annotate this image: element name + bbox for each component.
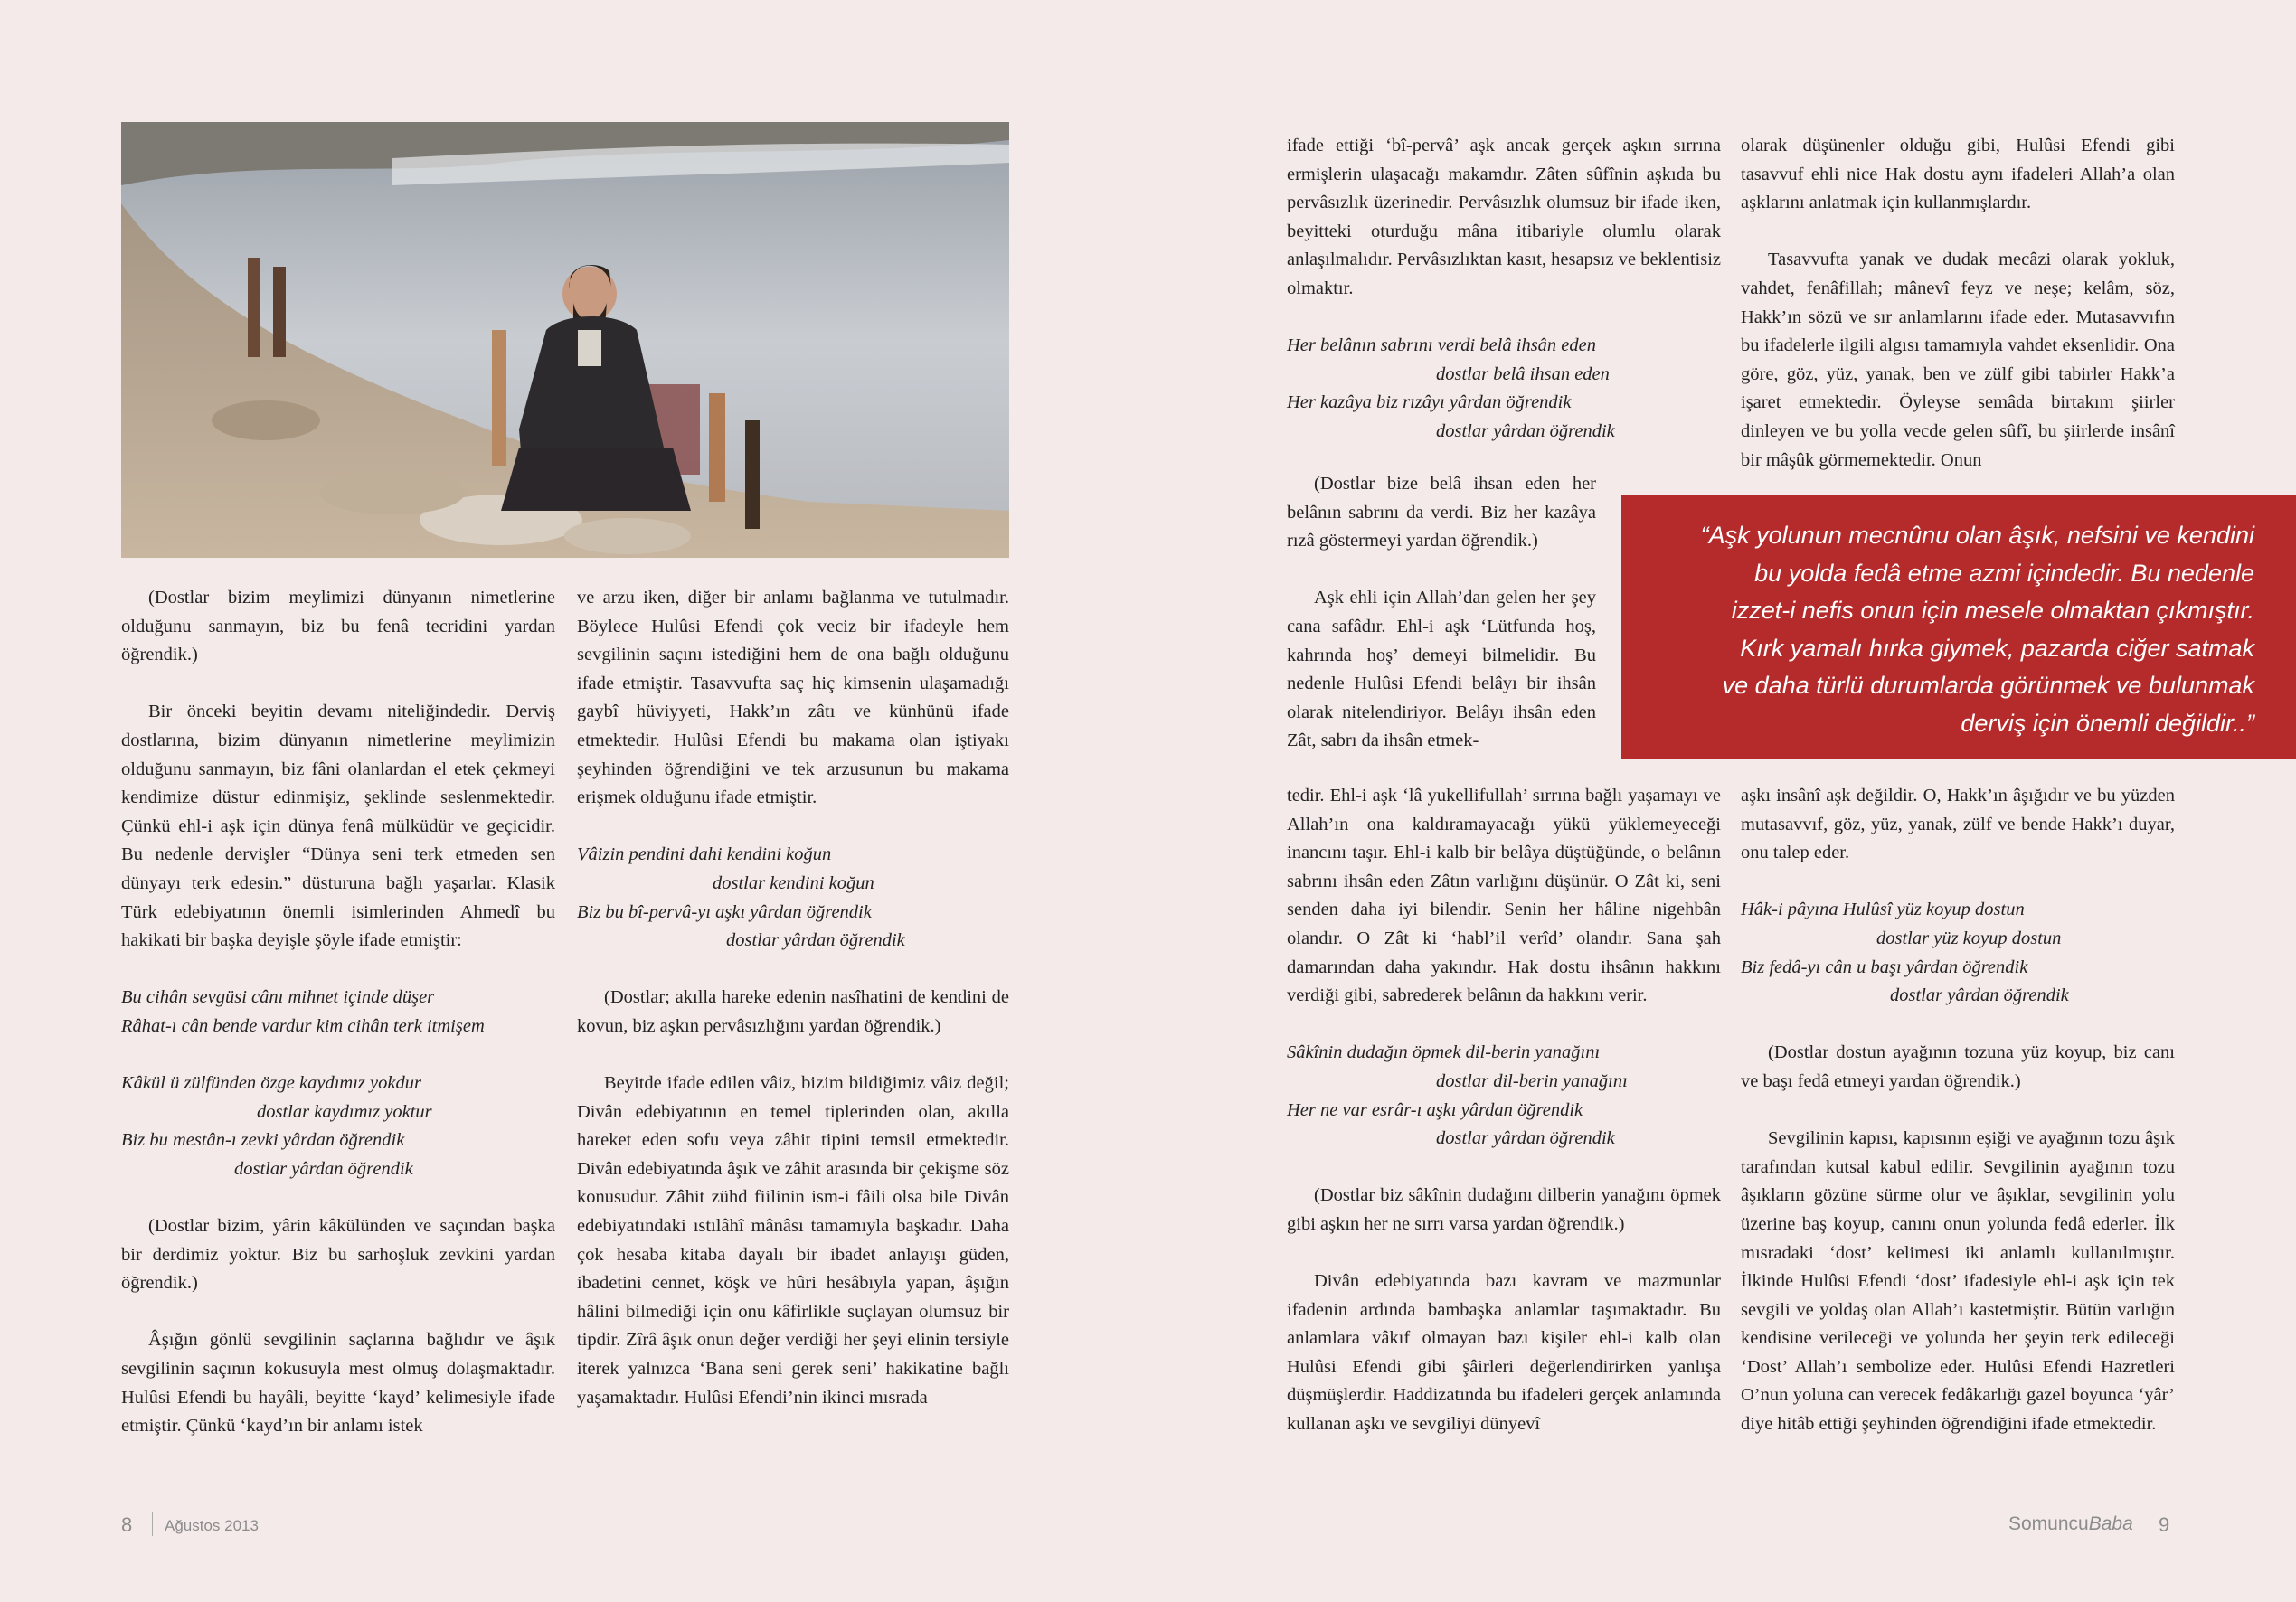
paragraph: tedir. Ehl-i aşk ‘lâ yukellifullah’ sırrına bağlı yaşamayı ve Allah’ın ona kaldıramayacağı yükü yüklemeyeceği inancını taşır. Ehl-i kalb bir belâya düştüğünde, o belânın sabrını ihsân eden Zâtın varlığını düşünür. O Zât ki, seni senden daha iyi bilendir. Senin her hâline nigehbân olandır. O Zât ki ‘habl’il verîd’ olandır. Sana şah damarından daha yakındır. Hak dostu ihsânın hakkını verdiği gibi, sabrederek belânın da hakkını verir. — [1287, 786, 1721, 1006]
pull-quote-line: “Aşk yolunun mecnûnu olan âşık, nefsini ve kendini — [1700, 522, 2254, 549]
column-3-bottom — [1287, 782, 1721, 1439]
verse-line: Her belânın sabrını verdi belâ ihsân eden — [1287, 335, 1596, 356]
verse-block — [121, 1070, 555, 1183]
paragraph: (Dostlar bizim, yârin kâkülünden ve saçından başka bir derdimiz yoktur. Biz bu sarhoşluk zevkini yardan öğrendik.) — [121, 1216, 555, 1294]
verse-line: dostlar yârdan öğrendik — [234, 1158, 413, 1179]
verse-line: Sâkînin dudağın öpmek dil-berin yanağını — [1287, 1042, 1601, 1063]
verse-block — [121, 984, 555, 1041]
paragraph: Âşığın gönlü sevgilinin saçlarına bağlıdır ve âşık sevgilinin saçının kokusuyla mest olmuş dolaşmaktadır. Hulûsi Efendi bu hayâli, beyitte ‘kayd’ kelimesiyle ifade etmiştir. Çünkü ‘kayd’ın bir anlamı istek — [121, 1330, 555, 1437]
pull-quote-line: Kırk yamalı hırka giymek, pazarda ciğer satmak — [1740, 634, 2254, 662]
verse-line: dostlar yârdan öğrendik — [1890, 985, 2069, 1006]
paragraph: olarak düşünenler olduğu gibi, Hulûsi Efendi gibi tasavvuf ehli nice Hak dostu aynı ifadeleri Allah’a olan aşklarını anlatmak için kullanmışlardır. — [1741, 136, 2175, 213]
verse-line: Vâizin pendini dahi kendini koğun — [577, 844, 832, 865]
pull-quote-line: izzet-i nefis onun için mesele olmaktan çıkmıştır. — [1731, 597, 2254, 624]
column-4-top — [1741, 132, 2175, 475]
paragraph: (Dostlar dostun ayağının tozuna yüz koyup, biz canı ve başı fedâ etmeyi yardan öğrendik.) — [1741, 1042, 2175, 1091]
paragraph: Bir önceki beyitin devamı niteliğindedir. Derviş dostlarına, bizim dünyanın nimetlerine meylimizin olduğunu sanmayın, biz fâni olanlardan el etek çekmeyi kendimize düstur edinmişiz, şeklinde seslenmektedir. Çünkü ehl-i aşk için dünya fenâ mülküdür ve geçicidir. Bu nedenle dervişler “Dünya seni terk etmeden sen dünyayı terk edesin.” düsturuna bağlı yaşarlar. Klasik Türk edebiyatının önemli isimlerinden Ahmedî bu hakikati bir başka deyişle şöyle ifade etmiştir: — [121, 702, 555, 951]
paragraph: Sevgilinin kapısı, kapısının eşiği ve ayağının tozu âşık tarafından kutsal kabul edilir. Sevgilinin ayağının tozu âşıkların gözüne sürme olur ve âşıklar, sevgilinin yolu üzerine baş koyup, canını onun yolunda fedâ ederler. İlk mısradaki ‘dost’ kelimesi iki anlamlı kullanılmıştır. İlkinde Hulûsi Efendi ‘dost’ ifadesiyle ehl-i aşk için tek sevgili ve yoldaş olan Allah’ı kastetmiştir. Bütün varlığın kendisine verileceği ve yolunda her şeyin terk edileceği ‘Dost’ Allah’ı sembolize eder. Hulûsi Efendi Hazretleri O’nun yoluna can verecek fedâkarlığı gazel boyunca ‘yâr’ diye hitâb ettiği şeyhinden öğrendiğini ifade etmektedir. — [1741, 1128, 2175, 1435]
verse-line: dostlar kendini koğun — [713, 872, 874, 893]
logo-word: Somuncu — [2008, 1513, 2089, 1534]
verse-line: Her kazâya biz rızâyı yârdan öğrendik — [1287, 392, 1572, 413]
verse-line: Râhat-ı cân bende vardur kim cihân terk itmişem — [121, 1015, 485, 1036]
issue-date: Ağustos 2013 — [165, 1517, 259, 1534]
paragraph: ifade ettiği ‘bî-pervâ’ aşk ancak gerçek aşkın sırrına ermişlerin ulaşacağı makamdır. Zâten sûfînin aşkıda bu pervâsızlık üzerinedir. Pervâsızlık olumsuz bir ifade iken, beyitteki oturduğu mâna itibariyle olumlu olarak anlaşılmalıdır. Pervâsızlıktan kasıt, hesapsız ve beklentisiz olmaktır. — [1287, 136, 1721, 298]
verse-line: Her ne var esrâr-ı aşkı yârdan öğrendik — [1287, 1099, 1583, 1120]
column-3-top — [1287, 132, 1721, 447]
footer-divider — [152, 1512, 153, 1536]
paragraph: Tasavvufta yanak ve dudak mecâzi olarak yokluk, vahdet, fenâfillah; mânevî feyz ve neşe; kelâm, söz, Hakk’ın sözü ve sır anlamlarını ifade eder. Mutasavvıfın bu ifadelerle ilgili algısı tamamıyla vahdet eksenlidir. Ona göre, göz, yüz, yanak, ben ve zülf gibi tabirler Hakk’a işaret etmektedir. Öyleyse semâda birtakım şiirler dinleyen ve bu yolla vecde gelen sûfî, bu şiirlerde insânî bir mâşûk görmemektedir. Onun — [1741, 250, 2175, 470]
paragraph: (Dostlar; akılla hareke edenin nasîhatini de kendini de kovun, biz aşkın pervâsızlığını yardan öğrendik.) — [577, 987, 1009, 1036]
verse-line: dostlar yüz koyup dostun — [1876, 928, 2062, 948]
verse-line: dostlar yârdan öğrendik — [1436, 420, 1615, 441]
verse-line: dostlar yârdan öğrendik — [726, 930, 905, 951]
verse-block — [1287, 332, 1721, 446]
pull-quote-line: bu yolda fedâ etme azmi içindedir. Bu nedenle — [1754, 559, 2254, 587]
page-number-right: 9 — [2159, 1513, 2170, 1536]
paragraph: aşkı insânî aşk değildir. O, Hakk’ın âşığıdır ve bu yüzden mutasavvıf, göz, yüz, yanak, zülf ve bende Hakk’ı duyar, onu talep eder. — [1741, 786, 2175, 863]
verse-line: dostlar dil-berin yanağını — [1436, 1070, 1628, 1091]
verse-block — [1287, 1039, 1721, 1153]
photo-man-by-river — [121, 122, 1009, 558]
verse-line: Biz bu bî-pervâ-yı aşkı yârdan öğrendik — [577, 901, 872, 922]
column-2 — [577, 584, 1009, 1412]
verse-line: Hâk-i pâyına Hulûsî yüz koyup dostun — [1741, 900, 2025, 920]
paragraph: (Dostlar bizim meylimizi dünyanın nimetlerine olduğunu sanmayın, biz bu fenâ tecridini yardan öğrendik.) — [121, 588, 555, 665]
paragraph: (Dostlar bize belâ ihsan eden her belânın sabrını da verdi. Biz her kazâya rızâ göstermeyi yardan öğrendik.) — [1287, 474, 1596, 551]
verse-line: dostlar kaydımız yoktur — [257, 1101, 432, 1122]
column-3-narrow — [1287, 470, 1596, 756]
verse-line: Biz bu mestân-ı zevki yârdan öğrendik — [121, 1130, 405, 1151]
verse-block — [1741, 896, 2175, 1010]
pull-quote — [1621, 495, 2296, 759]
verse-line: Kâkül ü zülfünden özge kaydımız yokdur — [121, 1073, 421, 1094]
verse-line: dostlar belâ ihsan eden — [1436, 363, 1610, 384]
paragraph: Beyitde ifade edilen vâiz, bizim bildiğimiz vâiz değil; Divân edebiyatının en temel tiplerinden olan, akılla hareket eden sofu veya zâhit tipini temsil etmektedir. Divân edebiyatında âşık ve zâhit arasında bir çekişme söz konusudur. Zâhit zühd fiilinin ism-i fâili olsa bile Divân edebiyatındaki ıstılâhî mânâsı tamamıyla başkadır. Daha çok hesaba kitaba dayalı bir ibadet anlayışı güden, ibadetini cennet, köşk ve hûri hesâbıyla yapan, âşığın hâlini bilmediği için onu kâfirlikle suçlayan olumsuz bir tipdir. Zîrâ âşık onun değer verdiği her şeyi elinin tersiyle iterek yalnızca ‘Bana seni gerek seni’ hakikatine bağlı yaşamaktadır. Hulûsi Efendi’nin ikinci mısrada — [577, 1073, 1009, 1408]
verse-line: dostlar yârdan öğrendik — [1436, 1128, 1615, 1149]
paragraph: ve arzu iken, diğer bir anlamı bağlanma ve tutulmadır. Böylece Hulûsi Efendi çok veciz bir ifadeyle hem sevgilinin saçını istediğini hem de ona bağlı olduğunu ifade etmiştir. Tasavvufta saç hiç kimsenin ulaşamadığı gaybî hüviyyeti, Hakk’ın zâtı ve künhünü ifade etmektedir. Hulûsi Efendi bu makama olan iştiyakı şeyhinden öğrendiğini ve tek arzusunun bu makama erişmek olduğunu ifade etmiştir. — [577, 588, 1009, 808]
pull-quote-line: derviş için önemli değildir..” — [1961, 709, 2254, 737]
paragraph: Divân edebiyatında bazı kavram ve mazmunlar ifadenin ardında bambaşka anlamlar taşımaktadır. Bu anlamlara vâkıf olmayan bazı kişiler ehl-i kalb olan Hulûsi Efendi gibi şâirleri değerlendirirken yanlışa düşmüşlerdir. Haddizatında bu ifadeleri gerçek anlamında kullanan aşkı ve sevgiliyi dünyevî — [1287, 1271, 1721, 1435]
logo-word: Baba — [2088, 1513, 2133, 1534]
paragraph: (Dostlar biz sâkînin dudağını dilberin yanağını öpmek gibi aşkın her ne sırrı varsa yardan öğrendik.) — [1287, 1185, 1721, 1234]
verse-line: Bu cihân sevgüsi cânı mihnet içinde düşer — [121, 987, 435, 1008]
pull-quote-line: ve daha türlü durumlarda görünmek ve bulunmak — [1722, 672, 2254, 699]
page-number-left: 8 — [121, 1513, 133, 1536]
magazine-logo — [2008, 1513, 2133, 1535]
paragraph: Aşk ehli için Allah’dan gelen her şey cana safâdır. Ehl-i aşk ‘Lütfunda hoş, kahrında hoş’ demeyi bilmelidir. Bu nedenle Hulûsi Efendi belâyı bir ihsân olarak nitelendiriyor. Belâyı ihsân eden Zât, sabrı da ihsân etmek- — [1287, 588, 1596, 751]
verse-line: Biz fedâ-yı cân u başı yârdan öğrendik — [1741, 956, 2028, 977]
column-1 — [121, 584, 555, 1441]
verse-block — [577, 841, 1009, 955]
column-4-bottom — [1741, 782, 2175, 1439]
